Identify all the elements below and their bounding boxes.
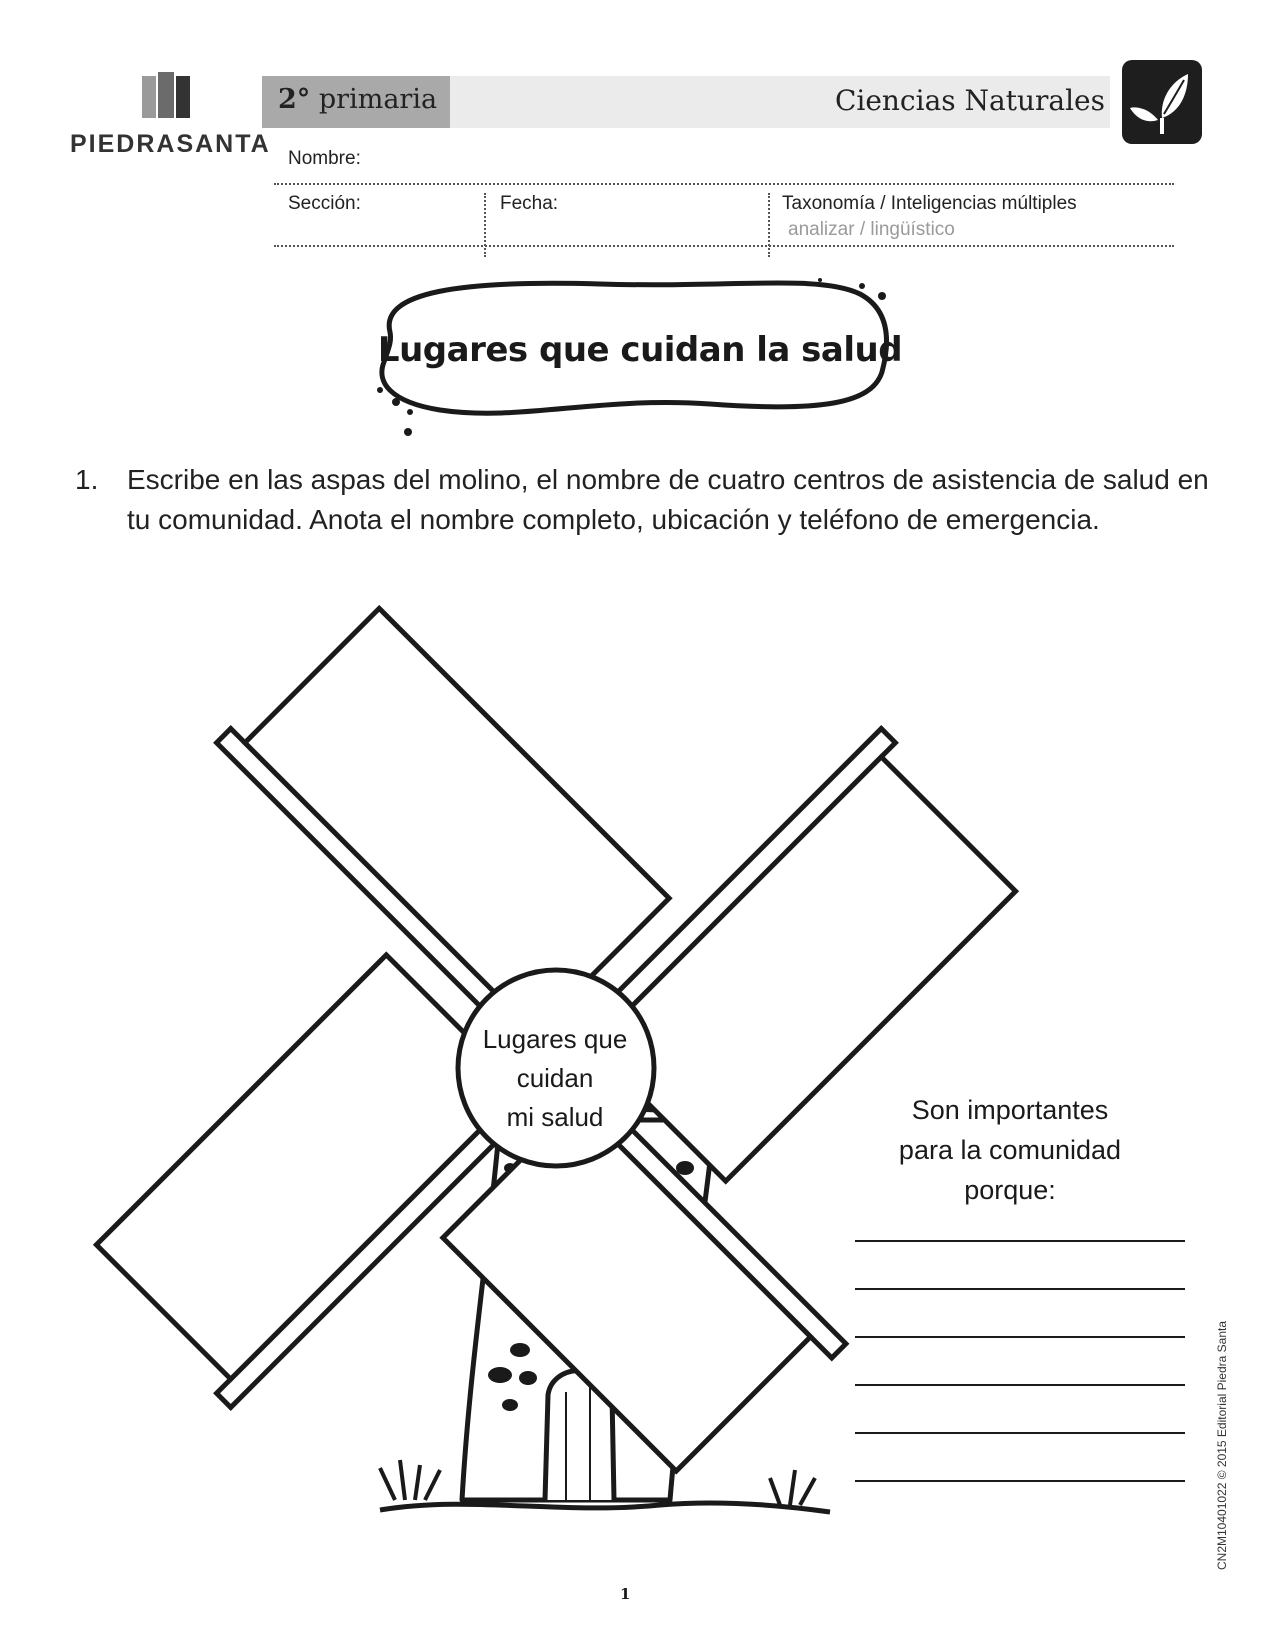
divider <box>768 193 770 257</box>
answer-line[interactable] <box>855 1288 1185 1290</box>
grade-label <box>278 84 437 115</box>
book-icon <box>140 72 200 122</box>
subject-icon-box <box>1122 60 1202 144</box>
divider <box>484 193 486 257</box>
subject-title: Ciencias Naturales <box>834 84 1105 117</box>
reason-line: porque: <box>964 1175 1056 1205</box>
publisher-logo <box>70 70 270 160</box>
leaf-icon <box>1122 60 1202 144</box>
taxonomy-value: analizar / lingüístico <box>788 219 955 240</box>
question-text: Escribe en las aspas del molino, el nombre de cuatro centros de asistencia de salud en tu comunidad. Anota el nombre completo, ubicación y teléfono de emergencia. <box>127 464 1209 535</box>
reason-line: para la comunidad <box>898 1135 1122 1165</box>
ground <box>380 1503 830 1512</box>
section-label: Sección: <box>288 193 361 214</box>
student-info-form <box>288 145 1188 260</box>
answer-line[interactable] <box>855 1432 1185 1434</box>
date-label: Fecha: <box>500 193 559 214</box>
copyright-note: CN2M10401022 © 2015 Editorial Piedra Santa <box>1215 1321 1229 1570</box>
reason-prompt <box>860 1090 1160 1210</box>
brand-name: PIEDRASANTA <box>70 130 271 158</box>
question-number: 1. <box>75 464 99 495</box>
hub-label-line: cuidan <box>516 1063 594 1093</box>
answer-line[interactable] <box>855 1384 1185 1386</box>
taxonomy-label: Taxonomía / Inteligencias múltiples <box>782 193 1077 214</box>
answer-line[interactable] <box>855 1480 1185 1482</box>
hub-label <box>440 1020 670 1137</box>
grass <box>770 1470 815 1505</box>
reason-line: Son importantes <box>911 1095 1109 1125</box>
worksheet-title: Lugares que cuidan la salud <box>377 330 903 370</box>
divider <box>274 183 1174 185</box>
answer-line[interactable] <box>855 1336 1185 1338</box>
title-banner <box>350 272 930 442</box>
grade-number: 2° <box>278 84 311 115</box>
hub-label-line: mi salud <box>506 1102 604 1132</box>
hub-label-line: Lugares que <box>482 1024 628 1054</box>
answer-line[interactable] <box>855 1240 1185 1242</box>
grass <box>380 1460 440 1500</box>
name-label: Nombre: <box>288 148 361 169</box>
divider <box>274 245 1174 247</box>
page-number: 1 <box>620 1585 631 1603</box>
grade-text: primaria <box>318 84 438 115</box>
